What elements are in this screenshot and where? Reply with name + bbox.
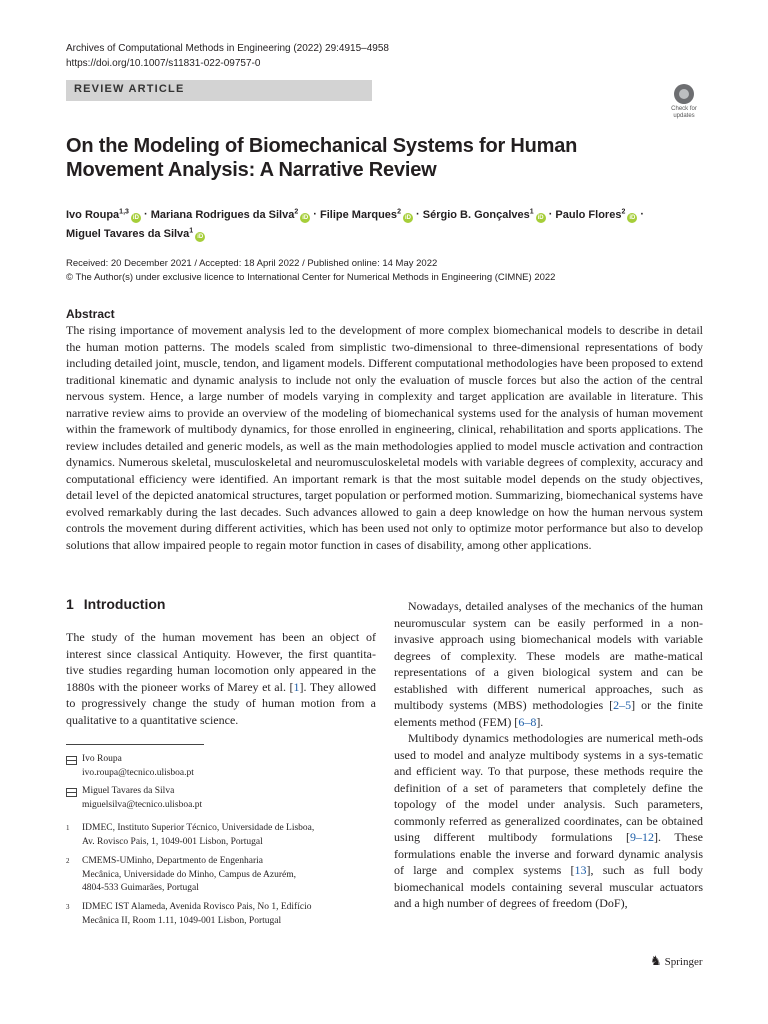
- author[interactable]: Ivo Roupa$^{1,3}$iD: [66, 208, 139, 221]
- publisher-name: Springer: [664, 956, 703, 968]
- author-list: Ivo Roupa$^{1,3}$iD · Mariana Rodrigues da Silva$^2$iD · Filipe Marques$^2$iD · Sérgio B. Gonçalves$^1$iD · Paulo Flores$^2$iD · Miguel Tavares da Silva$^1$iD: [66, 208, 645, 240]
- article-type-badge: [66, 80, 372, 101]
- affiliation-number: 1: [66, 824, 70, 832]
- check-updates-label: Check for updates: [671, 106, 697, 119]
- orcid-icon[interactable]: iD: [302, 214, 309, 221]
- footnote-divider: [66, 744, 204, 745]
- author[interactable]: Sérgio B. Gonçalves$^1$iD: [422, 208, 544, 221]
- orcid-icon[interactable]: iD: [537, 214, 544, 221]
- check-for-updates-button[interactable]: [664, 84, 704, 124]
- article-title: On the Modeling of Biomechanical Systems for Human Movement Analysis: A Narrative Review: [66, 135, 578, 181]
- affiliation-number: 3: [66, 903, 70, 911]
- paragraph: Multibody dynamics methodologies are numerical meth-ods used to model and analyze multibody systems in a sys-tematic and efficient way. To that purpose, these methods require the definition of a set of parameters that completely define the topology of the model under analysis. Such parameters, commonly referred as generalized coordinates, can be obtained using different multibody formulations [9–12]. These formulations enable the inverse and forward dynamic analysis of large and complex systems [13], such as full body biomechanical models containing several muscular actuators and a high number of degrees of freedom (DoF),: [394, 731, 703, 910]
- section-heading: [66, 596, 165, 612]
- orcid-icon[interactable]: iD: [629, 214, 636, 221]
- right-column-text: [394, 598, 703, 912]
- contact-name: Miguel Tavares da Silva: [82, 786, 175, 796]
- author[interactable]: Mariana Rodrigues da Silva$^2$iD: [150, 208, 309, 221]
- contact-email[interactable]: ivo.roupa@tecnico.ulisboa.pt: [82, 767, 194, 778]
- citation-link[interactable]: 9–12: [630, 830, 654, 844]
- contact-email[interactable]: miguelsilva@tecnico.ulisboa.pt: [82, 799, 203, 810]
- check-updates-icon: [674, 84, 694, 104]
- history-dates: Received: 20 December 2021 / Accepted: 18 April 2022 / Published online: 14 May 2022: [66, 258, 438, 269]
- citation-link[interactable]: 2–5: [613, 698, 632, 712]
- publication-dates: [66, 257, 555, 285]
- intro-paragraph: The study of the human movement has been an object of interest since classical Antiquity. However, the first quantita-tive studies regarding human locomotion only appeared in the 1880s with the pioneer works of Marey et al. [1]. They allowed to progressively change the study of human motion from a qualitative to a quantitative science.: [66, 630, 377, 727]
- envelope-icon: [66, 756, 77, 765]
- abstract-heading: Abstract: [66, 307, 115, 321]
- citation-link[interactable]: 1: [293, 679, 300, 694]
- journal-header: [66, 41, 389, 71]
- journal-citation: Archives of Computational Methods in Engineering (2022) 29:4915–4958: [66, 43, 389, 54]
- paragraph: Nowadays, detailed analyses of the mechanics of the human neuromuscular system can be easily performed in a non-invasive approach using biomechanical models with variable degrees of complexity. These models are mathe-matical representations of a given biological system and can be established with different numerical approaches, such as multibody systems (MBS) methodologies [2–5] or the finite elements method (FEM) [6–8].: [394, 599, 703, 729]
- envelope-icon: [66, 788, 77, 797]
- citation-link[interactable]: 13: [574, 863, 587, 877]
- orcid-icon[interactable]: iD: [132, 214, 139, 221]
- article-type-label: REVIEW ARTICLE: [74, 83, 185, 95]
- contact-name: Ivo Roupa: [82, 754, 122, 764]
- publisher-logo: [650, 953, 703, 969]
- orcid-icon[interactable]: iD: [404, 214, 411, 221]
- abstract-text: The rising importance of movement analysis led to the development of more complex biomechanical models to describe in detail the human motion patterns. The models scaled from simplistic two-dimensional to three-dimensional representations of body including detailed joint, muscle, tendon, and ligament models. Different computational methodologies have been proposed to extend traditional kinematic and dynamic analysis to include not only the evaluation of muscle forces but also the action of the central nervous system. Hence, a large number of models varying in complexity and target application are available in literature. This narrative review aims to provide an overview of the modeling of biomechanical systems used for the analysis of human movement within the framework of multibody dynamics, for those enrolled in engineering, clinical, rehabilitation and sports applications. The review includes detailed and generic models, as well as the main methodologies applied to model muscle activation and contraction dynamics. Numerous skeletal, musculoskeletal and neuromusculoskeletal models with variable degrees of complexity, accuracy and computational efficiency were identified. An important remark is that the most suitable model depends on the study objectives, detail level of the depicted anatomical structures, target population or performed motion. Summarizing, biomechanical systems have evolved remarkably during the last decades. Such advances allowed to gain a deep knowledge on how the human nervous system controls the movement during different activities, which has been used not only to optimize motor performance but also to develop solutions that allow impaired people to regain motor function in cases of disability, among other applications.: [66, 323, 703, 552]
- springer-horse-icon: ♞: [650, 953, 662, 968]
- doi-link[interactable]: https://doi.org/10.1007/s11831-022-09757-0: [66, 58, 261, 69]
- author[interactable]: Filipe Marques$^2$iD: [320, 208, 411, 221]
- citation-link[interactable]: 6–8: [518, 714, 537, 729]
- section-title: Introduction: [83, 596, 166, 612]
- affiliation-number: 2: [66, 857, 70, 865]
- orcid-icon[interactable]: iD: [197, 233, 204, 240]
- copyright-line: © The Author(s) under exclusive licence to International Center for Numerical Methods in Engineering (CIMNE) 2022: [66, 272, 556, 283]
- author[interactable]: Miguel Tavares da Silva$^1$iD: [66, 227, 204, 240]
- author[interactable]: Paulo Flores$^2$iD: [555, 208, 636, 221]
- section-number: 1: [66, 596, 74, 612]
